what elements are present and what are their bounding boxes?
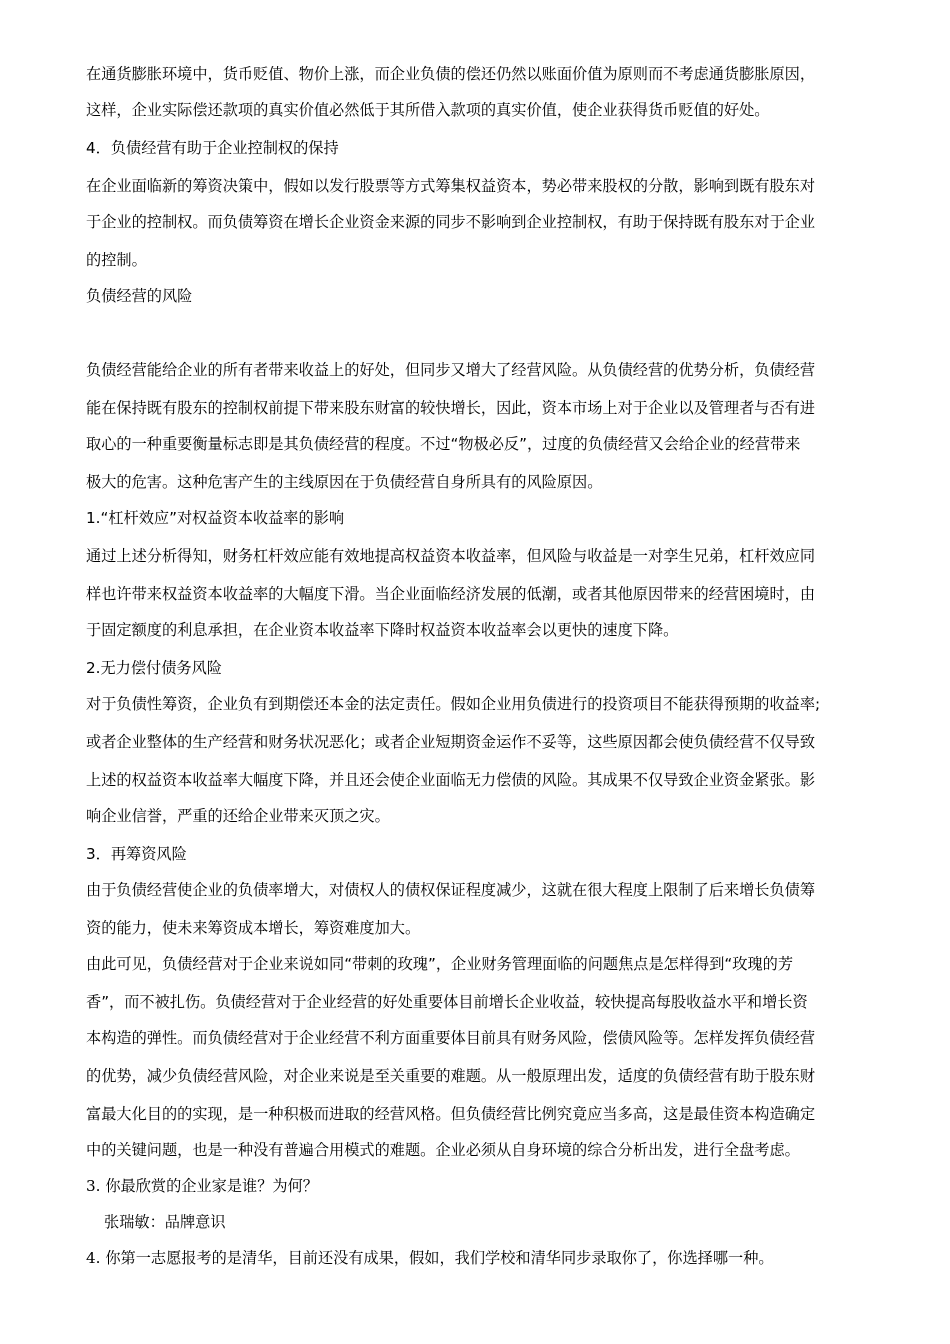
body-text-line: 在企业面临新的筹资决策中，假如以发行股票等方式筹集权益资本，势必带来股权的分散，影响到既有股东对: [86, 177, 815, 195]
body-text-line: 由于负债经营使企业的负债率增大，对债权人的债权保证程度减少，这就在很大程度上限制了后来增长负债筹: [86, 881, 815, 899]
interview-question: 4. 你第一志愿报考的是清华，目前还没有成果，假如，我们学校和清华同步录取你了，你选择哪一种。: [86, 1249, 774, 1267]
body-text-line: 由此可见，负债经营对于企业来说如同“带刺的玫瑰”，企业财务管理面临的问题焦点是怎样得到“玫瑰的芳: [86, 955, 794, 973]
body-text-line: 本构造的弹性。而负债经营对于企业经营不利方面重要体目前具有财务风险，偿债风险等。怎样发挥负债经营: [86, 1029, 815, 1047]
body-text-line: 中的关键问题，也是一种没有普遍合用模式的难题。企业必须从自身环境的综合分析出发，进行全盘考虑。: [86, 1141, 800, 1159]
section-heading: 1.“杠杆效应”对权益资本收益率的影响: [86, 509, 345, 527]
section-heading: 3．再筹资风险: [86, 845, 187, 863]
interview-answer: 张瑞敏：品牌意识: [104, 1213, 226, 1231]
body-text-line: 的控制。: [86, 251, 147, 269]
body-text-line: 于固定额度的利息承担，在企业资本收益率下降时权益资本收益率会以更快的速度下降。: [86, 621, 679, 639]
body-text-line: 样也许带来权益资本收益率的大幅度下滑。当企业面临经济发展的低潮，或者其他原因带来的经营困境时，由: [86, 585, 815, 603]
body-text-line: 上述的权益资本收益率大幅度下降，并且还会使企业面临无力偿债的风险。其成果不仅导致企业资金紧张。影: [86, 771, 815, 789]
body-text-line: 通过上述分析得知，财务杠杆效应能有效地提高权益资本收益率，但风险与收益是一对孪生兄弟，杠杆效应同: [86, 547, 815, 565]
body-text-line: 于企业的控制权。而负债筹资在增长企业资金来源的同步不影响到企业控制权，有助于保持既有股东对于企业: [86, 213, 815, 231]
body-text-line: 或者企业整体的生产经营和财务状况恶化；或者企业短期资金运作不妥等，这些原因都会使负债经营不仅导致: [86, 733, 815, 751]
interview-question: 3. 你最欣赏的企业家是谁？为何？: [86, 1177, 318, 1195]
body-text-line: 香”，而不被扎伤。负债经营对于企业经营的好处重要体目前增长企业收益，较快提高每股收益水平和增长资: [86, 993, 808, 1011]
section-heading: 负债经营的风险: [86, 287, 193, 305]
body-text-line: 富最大化目的的实现，是一种积极而进取的经营风格。但负债经营比例究竟应当多高，这是最佳资本构造确定: [86, 1105, 815, 1123]
body-text-line: 这样，企业实际偿还款项的真实价值必然低于其所借入款项的真实价值，使企业获得货币贬值的好处。: [86, 101, 770, 119]
body-text-line: 的优势，减少负债经营风险，对企业来说是至关重要的难题。从一般原理出发，适度的负债经营有助于股东财: [86, 1067, 815, 1085]
body-text-line: 响企业信誉，严重的还给企业带来灭顶之灾。: [86, 807, 390, 825]
section-heading: 4．负债经营有助于企业控制权的保持: [86, 139, 339, 157]
body-text-line: 对于负债性筹资，企业负有到期偿还本金的法定责任。假如企业用负债进行的投资项目不能获得预期的收益率;: [86, 695, 821, 713]
body-text-line: 极大的危害。这种危害产生的主线原因在于负债经营自身所具有的风险原因。: [86, 473, 603, 491]
body-text-line: 资的能力，使未来筹资成本增长，筹资难度加大。: [86, 919, 421, 937]
body-text-line: 负债经营能给企业的所有者带来收益上的好处，但同步又增大了经营风险。从负债经营的优势分析，负债经营: [86, 361, 815, 379]
body-text-line: 能在保持既有股东的控制权前提下带来股东财富的较快增长，因此，资本市场上对于企业以及管理者与否有进: [86, 399, 815, 417]
body-text-line: 取心的一种重要衡量标志即是其负债经营的程度。不过“物极必反”，过度的负债经营又会给企业的经营带来: [86, 435, 801, 453]
section-heading: 2.无力偿付债务风险: [86, 659, 222, 677]
body-text-line: 在通货膨胀环境中，货币贬值、物价上涨，而企业负债的偿还仍然以账面价值为原则而不考虑通货膨胀原因，: [86, 65, 815, 83]
